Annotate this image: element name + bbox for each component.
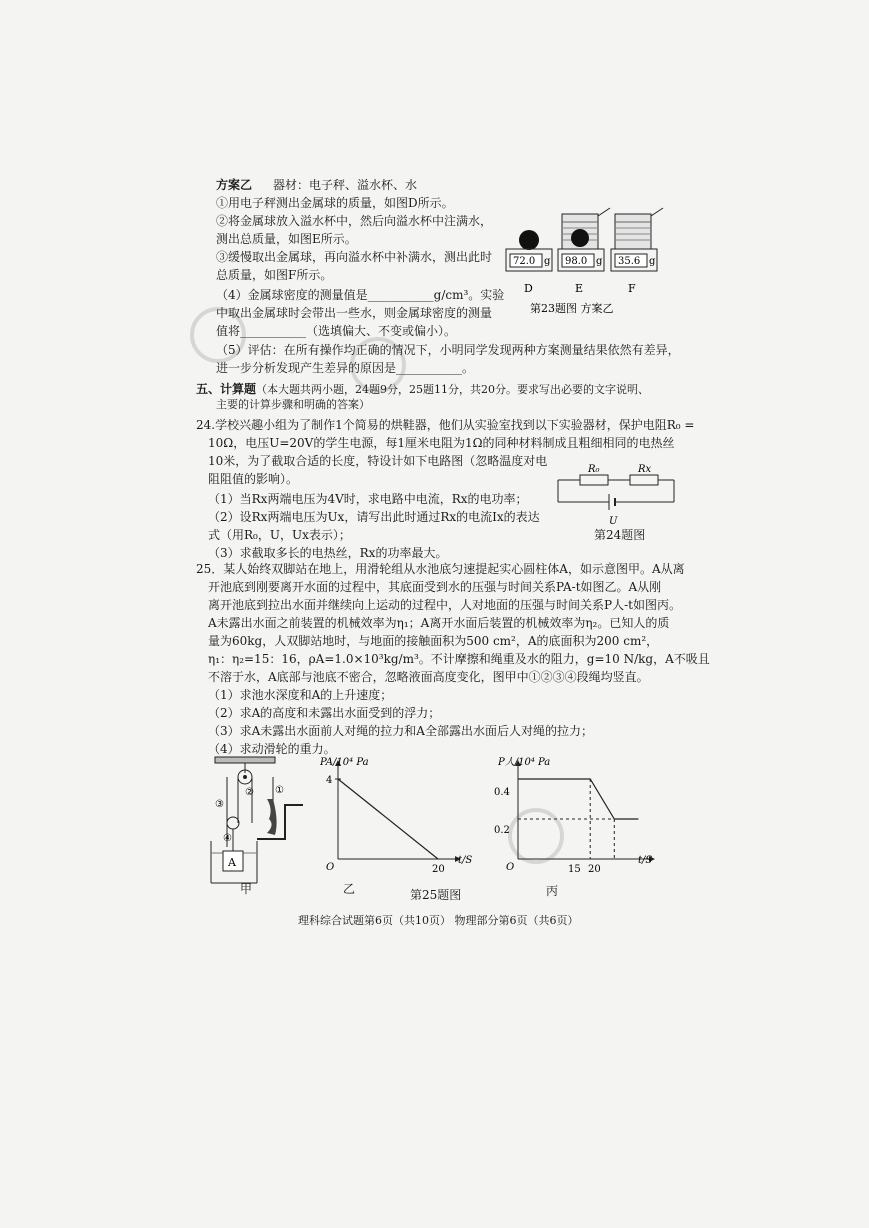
bing-ylabel: P人/10⁴ Pa	[498, 757, 551, 768]
fig25-label-bing: 丙	[546, 884, 559, 898]
resistor-rx	[630, 475, 658, 485]
yi-ylabel: PA/10⁴ Pa	[320, 757, 369, 768]
scale-e	[558, 208, 610, 271]
q4-line2: 中取出金属球时会带出一些水，则金属球密度的测量	[216, 306, 493, 320]
figure-25-yi	[308, 755, 488, 875]
fig25-label-yi: 乙	[343, 882, 356, 896]
q4-line3: 值将___________（选填偏大、不变或偏小）。	[216, 324, 457, 338]
svg-text:Rx: Rx	[638, 464, 652, 475]
watermark-seal-mid	[348, 335, 408, 395]
label-e: E	[575, 282, 584, 295]
q25-line2: 开池底到刚要离开水面的过程中，其底面受到水的压强与时间关系PA-t如图乙。A从刚	[208, 580, 662, 594]
q25-line1: 25．某人始终双脚站在地上，用滑轮组从水池底匀速提起实心圆柱体A，如示意图甲。A从离	[196, 562, 685, 576]
step2-line2: 测出总质量，如图E所示。	[216, 232, 357, 246]
figure-23	[502, 200, 672, 330]
person	[267, 799, 277, 835]
svg-text:98.0: 98.0	[565, 256, 588, 267]
fig25-caption: 第25题图	[410, 888, 462, 902]
q4-line1: （4）金属球密度的测量值是___________g/cm³。实验	[216, 288, 505, 302]
q24-sub3: （3）求截取多长的电热丝，Rx的功率最大。	[208, 546, 448, 560]
fig25-label-jia: 甲	[240, 882, 253, 896]
q24-sub2b: 式（用R₀，U，Ux表示）；	[208, 528, 351, 542]
bing-tick-15: 15	[568, 864, 581, 875]
bing-tick-04: 0.4	[494, 787, 510, 798]
svg-text:②: ②	[245, 787, 254, 798]
page-footer: 理科综合试题第6页（共10页） 物理部分第6页（共6页）	[298, 914, 579, 927]
yi-origin: O	[326, 862, 335, 873]
svg-text:A: A	[228, 856, 236, 869]
label-f: F	[628, 282, 636, 295]
q5-line2: 进一步分析发现产生差异的原因是___________。	[216, 361, 475, 375]
section-note: 主要的计算步骤和明确的答案）	[216, 398, 370, 411]
step2-line1: ②将金属球放入溢水杯中，然后向溢水杯中注满水，	[216, 214, 493, 228]
q24-line3: 10米，为了截取合适的长度，特设计如下电路图（忽略温度对电	[208, 454, 548, 468]
svg-text:①: ①	[275, 785, 284, 796]
bing-tick-20: 20	[588, 864, 601, 875]
yi-xlabel: t/S	[458, 855, 473, 866]
step3-line1: ③缓慢取出金属球，再向溢水杯中补满水，测出此时	[216, 250, 493, 264]
q25-line5: 量为60kg，人双脚站地时，与地面的接触面积为500 cm²，A的底面积为200 cm²，	[208, 634, 659, 648]
svg-text:g: g	[596, 256, 603, 267]
watermark-seal-bottom	[506, 806, 566, 866]
svg-text:R₀: R₀	[588, 464, 600, 475]
bing-origin: O	[506, 862, 515, 873]
q25-sub1: （1）求池水深度和A的上升速度；	[208, 688, 393, 702]
label-d: D	[524, 282, 533, 295]
q5-line1: （5）评估：在所有操作均正确的情况下，小明同学发现两种方案测量结果依然有差异，	[216, 343, 680, 357]
bing-tick-02: 0.2	[494, 825, 510, 836]
fig23-caption: 第23题图 方案乙	[530, 302, 614, 315]
q24-line4: 阻阻值的影响）。	[208, 472, 299, 486]
q25-sub4: （4）求动滑轮的重力。	[208, 742, 336, 756]
svg-text:35.6: 35.6	[618, 256, 641, 267]
svg-text:④: ④	[223, 833, 232, 844]
svg-text:g: g	[544, 256, 551, 267]
q24-line1: 24.学校兴趣小组为了制作1个简易的烘鞋器，他们从实验室找到以下实验器材，保护电阻R₀ =	[196, 418, 695, 432]
scheme-title: 方案乙	[216, 178, 253, 192]
q25-line6: η₁：η₂=15：16，ρA=1.0×10³kg/m³。不计摩擦和绳重及水的阻力，g=10 N/kg，A不吸且	[208, 652, 710, 666]
section-heading: 五、计算题（本大题共两小题，24题9分，25题11分，共20分。要求写出必要的文字说明、	[196, 382, 650, 396]
figure-25-jia	[205, 755, 305, 895]
bing-xlabel: t/S	[638, 855, 653, 866]
q24-sub2a: （2）设Rx两端电压为Ux，请写出此时通过Rx的电流Ix的表达	[208, 510, 540, 524]
step1: ①用电子秤测出金属球的质量，如图D所示。	[216, 196, 454, 210]
q24-sub1: （1）当Rx两端电压为4V时，求电路中电流，Rx的电功率；	[208, 492, 528, 506]
yi-tick-20: 20	[432, 864, 445, 875]
svg-text:③: ③	[215, 799, 224, 810]
q25-line7: 不溶于水，A底部与池底不密合，忽略液面高度变化，图甲中①②③④段绳均竖直。	[208, 670, 649, 684]
svg-text:U: U	[609, 516, 618, 527]
resistor-r0	[580, 475, 608, 485]
q25-line4: A未露出水面之前装置的机械效率为η₁；A离开水面后装置的机械效率为η₂。已知人的质	[208, 616, 670, 630]
pa-series-line	[338, 779, 438, 859]
svg-text:g: g	[649, 256, 656, 267]
step3-line2: 总质量，如图F所示。	[216, 268, 333, 282]
scale-d	[506, 230, 552, 271]
moving-pulley	[227, 817, 239, 829]
q25-line3: 离开池底到拉出水面并继续向上运动的过程中，人对地面的压强与时间关系P人-t如图丙。	[208, 598, 681, 612]
fig24-caption: 第24题图	[594, 528, 646, 542]
svg-text:72.0: 72.0	[513, 256, 536, 267]
scheme-equipment: 器材：电子秤、溢水杯、水	[273, 178, 418, 192]
q24-line2: 10Ω，电压U=20V的学生电源，每1厘米电阻为1Ω的同种材料制成且粗细相同的电热丝	[208, 436, 675, 450]
scale-f	[611, 208, 663, 271]
watermark-seal-left	[188, 305, 248, 365]
yi-tick-4: 4	[326, 775, 333, 786]
q25-sub3: （3）求A未露出水面前人对绳的拉力和A全部露出水面后人对绳的拉力；	[208, 724, 593, 738]
q25-sub2: （2）求A的高度和未露出水面受到的浮力；	[208, 706, 441, 720]
